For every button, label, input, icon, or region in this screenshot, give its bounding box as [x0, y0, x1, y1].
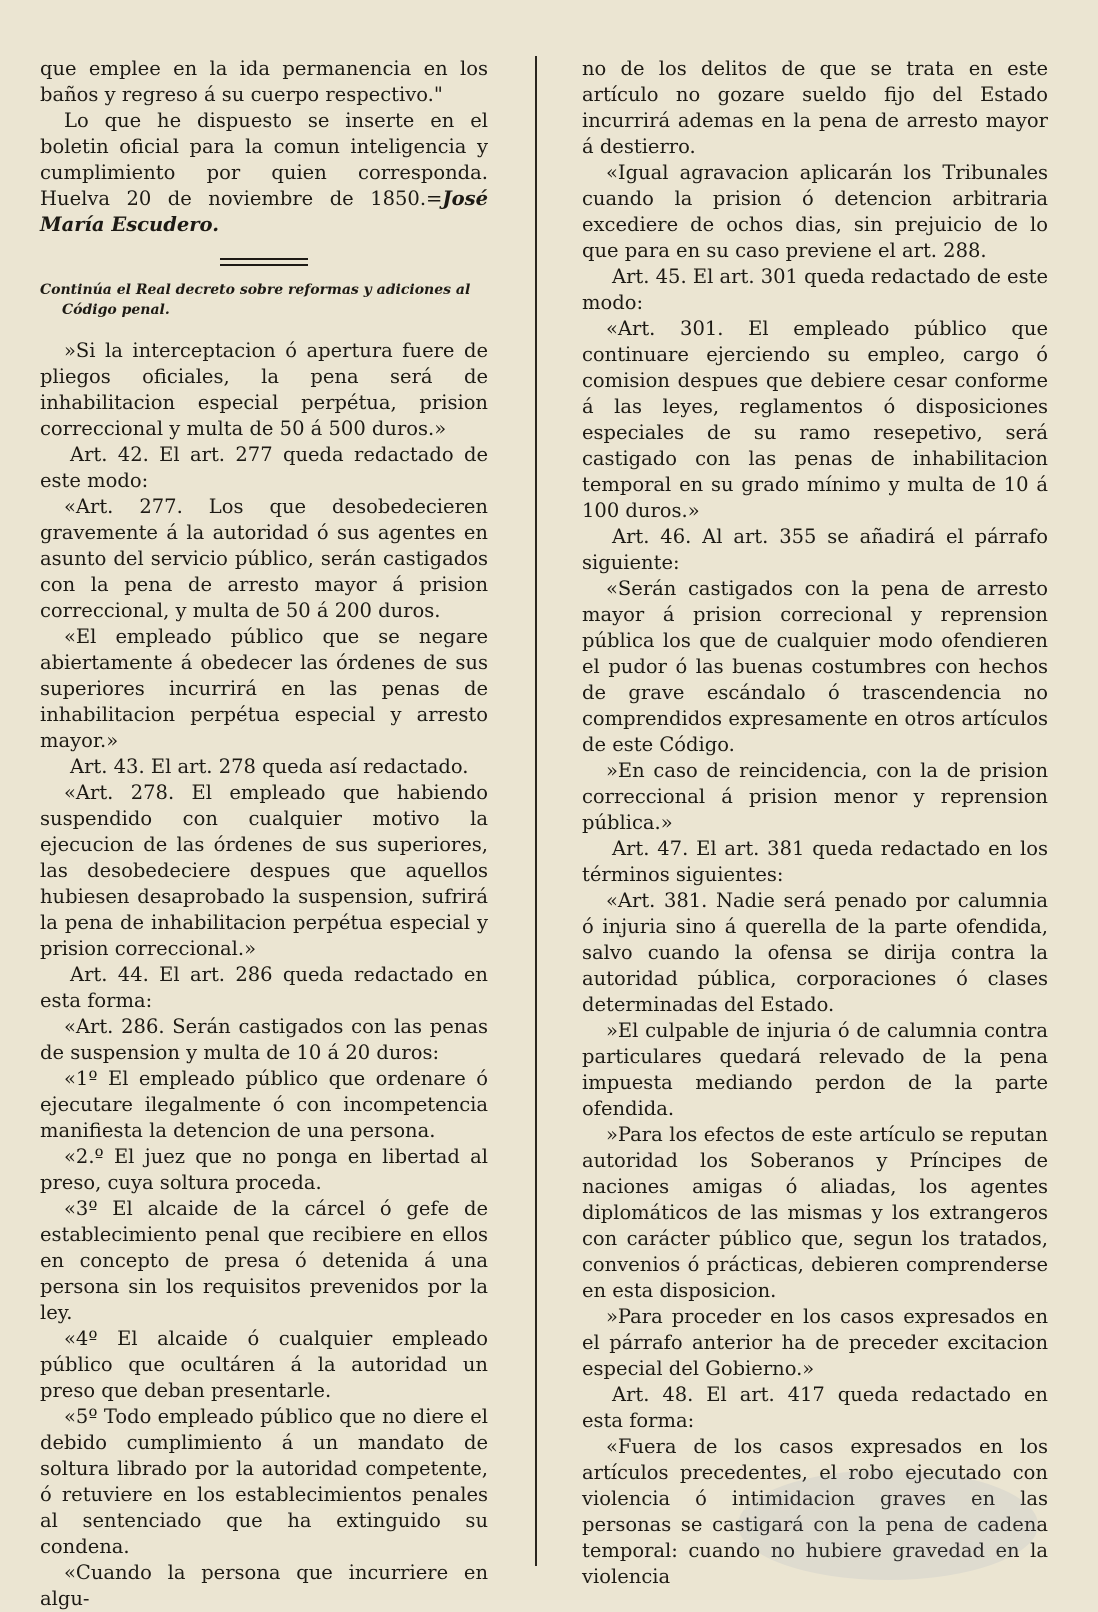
paragraph: »El culpable de injuria ó de calumnia contra particulares quedará relevado de la pena impuesta mediando perdon de la parte ofendida.: [582, 1019, 1048, 1120]
paragraph: no de los delitos de que se trata en este artículo no gozare sueldo fijo del Estado incurrirá ademas en la pena de arresto mayor á destierro.: [582, 57, 1048, 158]
signature: José María Escudero.: [40, 187, 488, 236]
paragraph: «Art. 278. El empleado que habiendo suspendido con cualquier motivo la ejecucion de las órdenes de sus superiores, las desobedeciere despues que aquellos hubiesen desaprobado la suspension, sufrirá la pena de inhabilitacion perpétua especial y prision correccional.»: [40, 781, 488, 960]
article-paragraph: Art. 42. El art. 277 queda redactado de este modo:: [40, 443, 488, 492]
list-item: «1º El empleado público que ordenare ó ejecutare ilegalmente ó con incompetencia manifiesta la detencion de una persona.: [40, 1067, 488, 1142]
paragraph: «Serán castigados con la pena de arresto mayor á prision correcional y reprension pública los que de cualquier modo ofendieren el pudor ó las buenas costumbres con hechos de grave escándalo ó trascendencia no comprendidos expresamente en otros artículos de este Código.: [582, 577, 1048, 756]
paragraph: »Para proceder en los casos expresados en el párrafo anterior ha de preceder excitacion especial del Gobierno.»: [582, 1305, 1048, 1380]
article-paragraph: Art. 45. El art. 301 queda redactado de este modo:: [582, 265, 1048, 314]
article-paragraph: Art. 47. El art. 381 queda redactado en los términos siguientes:: [582, 837, 1048, 886]
watermark-stain: [738, 1470, 1038, 1580]
left-column: [40, 56, 488, 1612]
paragraph: «Art. 286. Serán castigados con las penas de suspension y multa de 10 á 20 duros:: [40, 1015, 488, 1064]
right-column: [582, 56, 1048, 1590]
article-paragraph: Art. 46. Al art. 355 se añadirá el párrafo siguiente:: [582, 525, 1048, 574]
closing-text: Lo que he dispuesto se inserte en el boletin oficial para la comun inteligencia y cumplimiento por quien corresponda. Huelva 20 de noviembre de 1850.=: [40, 109, 488, 210]
paragraph: «Fuera de los casos expresados en los artículos precedentes, el robo ejecutado con violencia ó intimidacion graves en las personas se castigará con la pena de cadena temporal: cuando no hubiere gravedad en la violencia: [582, 1435, 1048, 1588]
paragraph: «El empleado público que se negare abiertamente á obedecer las órdenes de sus superiores incurrirá en las penas de inhabilitacion perpétua especial y arresto mayor.»: [40, 625, 488, 752]
paragraph: «Art. 277. Los que desobedecieren gravemente á la autoridad ó sus agentes en asunto del servicio público, serán castigados con la pena de arresto mayor á prision correccional, y multa de 50 á 200 duros.: [40, 495, 488, 622]
paragraph: «Cuando la persona que incurriere en algu-: [40, 1561, 488, 1610]
paragraph: que emplee en la ida permanencia en los baños y regreso á su cuerpo respectivo.": [40, 57, 488, 106]
section-divider: [220, 258, 308, 266]
paragraph: »Si la interceptacion ó apertura fuere de pliegos oficiales, la pena será de inhabilitacion especial perpétua, prision correccional y multa de 50 á 500 duros.»: [40, 339, 488, 440]
section-heading: [40, 280, 488, 320]
closing-paragraph: [40, 108, 488, 238]
list-item: «5º Todo empleado público que no diere el debido cumplimiento á un mandato de soltura librado por la autoridad competente, ó retuviere en los establecimientos penales al sentenciado que ha extinguido su condena.: [40, 1405, 488, 1558]
list-item: «4º El alcaide ó cualquier empleado público que ocultáren á la autoridad un preso que deban presentarle.: [40, 1327, 488, 1402]
column-rule: [535, 56, 537, 1566]
paragraph: «Art. 301. El empleado público que continuare ejerciendo su empleo, cargo ó comision despues que debiere cesar conforme á las leyes, reglamentos ó disposiciones especiales de su ramo resepetivo, será castigado con las penas de inhabilitacion temporal en su grado mínimo y multa de 10 á 100 duros.»: [582, 317, 1048, 522]
heading-line: Código penal.: [62, 302, 170, 318]
list-item: «2.º El juez que no ponga en libertad al preso, cuya soltura proceda.: [40, 1145, 488, 1194]
article-paragraph: Art. 44. El art. 286 queda redactado en esta forma:: [40, 963, 488, 1012]
paragraph: »En caso de reincidencia, con la de prision correccional á prision menor y reprension pública.»: [582, 759, 1048, 834]
paragraph: «Art. 381. Nadie será penado por calumnia ó injuria sino á querella de la parte ofendida, salvo cuando la ofensa se dirija contra la autoridad pública, corporaciones ó clases determinadas del Estado.: [582, 889, 1048, 1016]
paragraph: «Igual agravacion aplicarán los Tribunales cuando la prision ó detencion arbitraria excediere de ochos dias, sin prejuicio de lo que para en su caso previene el art. 288.: [582, 161, 1048, 262]
list-item: «3º El alcaide de la cárcel ó gefe de establecimiento penal que recibiere en ellos en concepto de presa ó detenida á una persona sin los requisitos prevenidos por la ley.: [40, 1197, 488, 1324]
article-paragraph: Art. 43. El art. 278 queda así redactado.: [70, 755, 469, 778]
article-paragraph: Art. 48. El art. 417 queda redactado en esta forma:: [582, 1383, 1048, 1432]
paragraph: »Para los efectos de este artículo se reputan autoridad los Soberanos y Príncipes de naciones amigas ó aliadas, los agentes diplomáticos de las mismas y los extrangeros con carácter público que, segun los tratados, convenios ó prácticas, debieren comprenderse en esta disposicion.: [582, 1123, 1048, 1302]
heading-line: Continúa el Real decreto sobre reformas y adiciones al: [40, 282, 471, 298]
